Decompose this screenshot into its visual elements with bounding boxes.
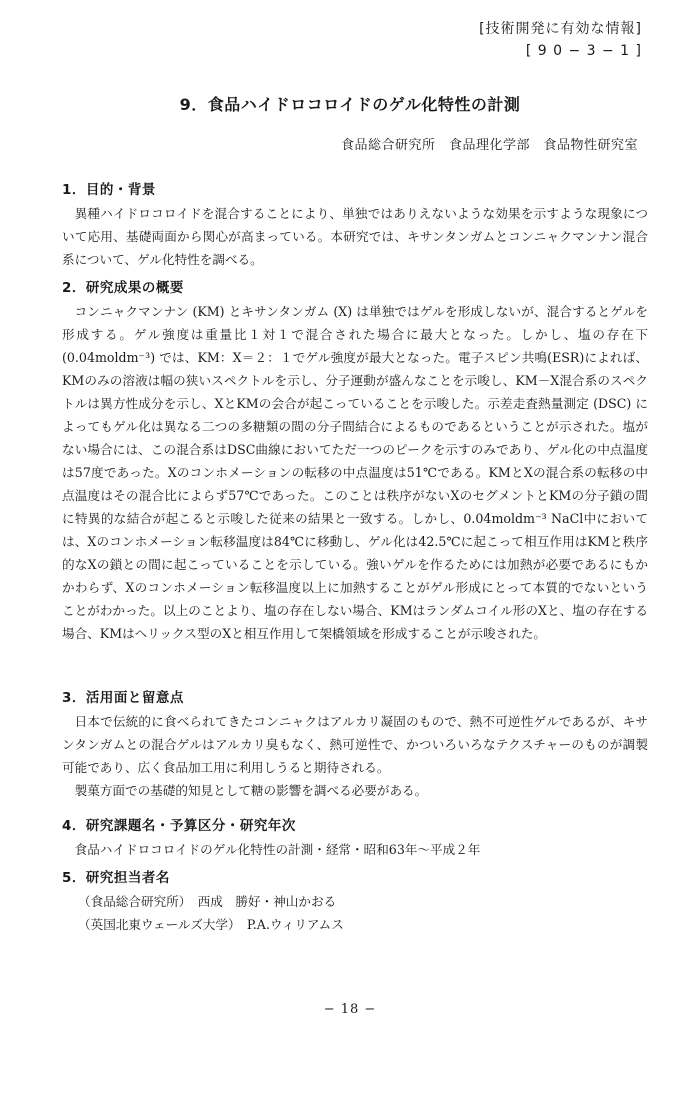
- section-results: [62, 276, 648, 645]
- section-body: コンニャクマンナン (KM) とキサンタンガム (X) は単独ではゲルを形成しないが、混合するとゲルを形成する。ゲル強度は重量比１対１で混合された場合に最大となった。しかし、塩の存在下(0.04moldm⁻³) では、KM：X＝２：１でゲル強度が最大となった。電子スピン共鳴(ESR)によれば、KMのみの溶液は幅の狭いスペクトルを示し、分子運動が盛んなことを示唆し、KM－X混合系のスペクトルは異方性成分を示し、XとKMの会合が起こっていることを示唆した。示差走査熱量測定 (DSC) によってもゲル化は異なる二つの多糖類の間の分子間結合によるものであるということが示された。塩がない場合には、この混合系はDSC曲線においてただ一つのピークを示すのみであり、ゲル化の中点温度は57度であった。Xのコンホメーションの転移の中点温度は51℃である。KMとXの混合系の転移の中点温度はその混合比によらず57℃であった。このことは秩序がないXのセグメントとKMの分子鎖の間に特異的な結合が起こると示唆した従来の結果と一致する。しかし、0.04moldm⁻³ NaCl中においては、Xのコンホメーション転移温度は84℃に移動し、ゲル化は42.5℃に起こって相互作用はKMと秩序的なXの鎖との間に起こっていることを示している。強いゲルを作るためには加熱が必要であるにもかかわらず、Xのコンホメーション転移温度以上に加熱することがゲル形成にとって本質的でないということがわかった。以上のことより、塩の存在しない場合、KMはランダムコイル形のXと、塩の存在する場合、KMはヘリックス型のXと相互作用して架橋領域を形成することが示唆された。: [62, 304, 648, 641]
- section-application: [62, 686, 648, 802]
- category-label: [技術開発に有効な情報]: [479, 21, 642, 37]
- researcher-line: （食品総合研究所） 西成 勝好・神山かおる: [78, 894, 337, 909]
- document-code: [ 9 0 − 3 − 1 ]: [525, 43, 642, 59]
- section-body: 食品ハイドロコロイドのゲル化特性の計測・経常・昭和63年〜平成２年: [74, 842, 481, 857]
- document-title: 9．食品ハイドロコロイドのゲル化特性の計測: [179, 95, 521, 114]
- section-project: [62, 814, 648, 861]
- section-heading: 4．研究課題名・予算区分・研究年次: [62, 818, 296, 834]
- section-heading: 3．活用面と留意点: [62, 690, 184, 706]
- page-number: − 18 −: [323, 1002, 377, 1017]
- section-purpose: [62, 178, 648, 271]
- section-heading: 2．研究成果の概要: [62, 280, 184, 296]
- info-category-tag: [479, 18, 642, 62]
- section-body: 日本で伝統的に食べられてきたコンニャクはアルカリ凝固のもので、熱不可逆性ゲルであるが、キサンタンガムとの混合ゲルはアルカリ臭もなく、熱可逆性で、かついろいろなテクスチャーのものが調製可能であり、広く食品加工用に利用しうると期待される。: [62, 714, 648, 775]
- section-heading: 1．目的・背景: [62, 182, 156, 198]
- affiliation: 食品総合研究所 食品理化学部 食品物性研究室: [340, 138, 638, 153]
- section-heading: 5．研究担当者名: [62, 870, 170, 886]
- section-body: 異種ハイドロコロイドを混合することにより、単独ではありえないような効果を示すような現象について応用、基礎両面から関心が高まっている。本研究では、キサンタンガムとコンニャクマンナン混合系について、ゲル化特性を調べる。: [62, 206, 648, 267]
- researcher-line: （英国北東ウェールズ大学） P.A.ウィリアムス: [78, 917, 344, 932]
- section-researchers: [62, 866, 648, 936]
- section-body: 製菓方面での基礎的知見として糖の影響を調べる必要がある。: [74, 783, 428, 798]
